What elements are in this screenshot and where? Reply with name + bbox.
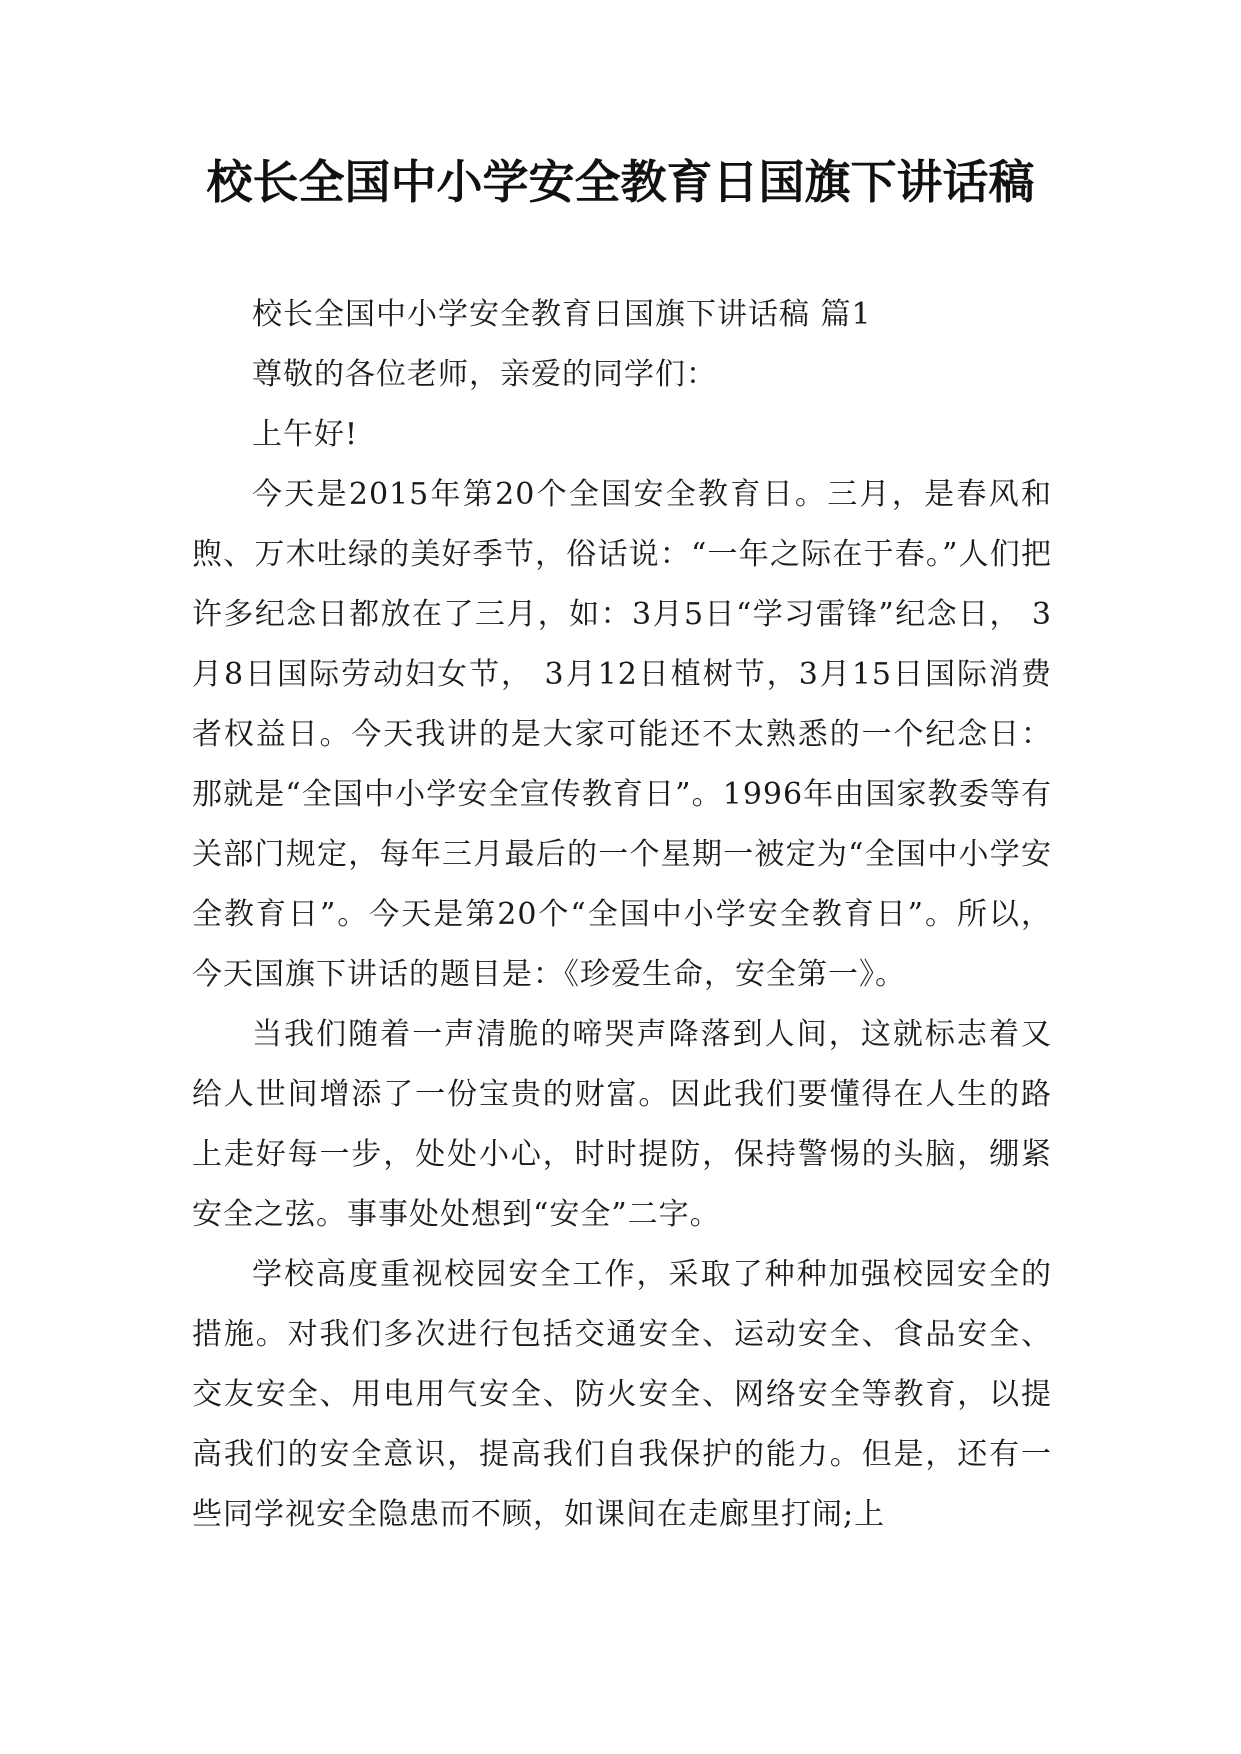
paragraph-salutation: 尊敬的各位老师，亲爱的同学们： (252, 357, 717, 392)
document-title: 校长全国中小学安全教育日国旗下讲话稿 (206, 155, 1035, 209)
document-body (192, 285, 1052, 1545)
paragraph-heading: 校长全国中小学安全教育日国旗下讲话稿 篇1 (252, 297, 872, 332)
paragraph-greeting: 上午好! (252, 417, 359, 452)
paragraph: 今天是2015年第20个全国安全教育日。三月，是春风和煦、万木吐绿的美好季节，俗话说：“一年之际在于春。”人们把许多纪念日都放在了三月，如：3月5日“学习雷锋”纪念日， 3月8日国际劳动妇女节， 3月12日植树节，3月15日国际消费者权益日。今天我讲的是大家可能还不太熟悉的一个纪念日：那就是“全国中小学安全宣传教育日”。1996年由国家教委等有关部门规定，每年三月最后的一个星期一被定为“全国中小学安全教育日”。今天是第20个“全国中小学安全教育日”。所以，今天国旗下讲话的题目是：《珍爱生命，安全第一》。 (192, 477, 1052, 992)
paragraph: 学校高度重视校园安全工作，采取了种种加强校园安全的措施。对我们多次进行包括交通安全、运动安全、食品安全、交友安全、用电用气安全、防火安全、网络安全等教育，以提高我们的安全意识，提高我们自我保护的能力。但是，还有一些同学视安全隐患而不顾，如课间在走廊里打闹;上 (192, 1257, 1052, 1532)
paragraph: 当我们随着一声清脆的啼哭声降落到人间，这就标志着又给人世间增添了一份宝贵的财富。因此我们要懂得在人生的路上走好每一步，处处小心，时时提防，保持警惕的头脑，绷紧安全之弦。事事处处想到“安全”二字。 (192, 1017, 1052, 1232)
